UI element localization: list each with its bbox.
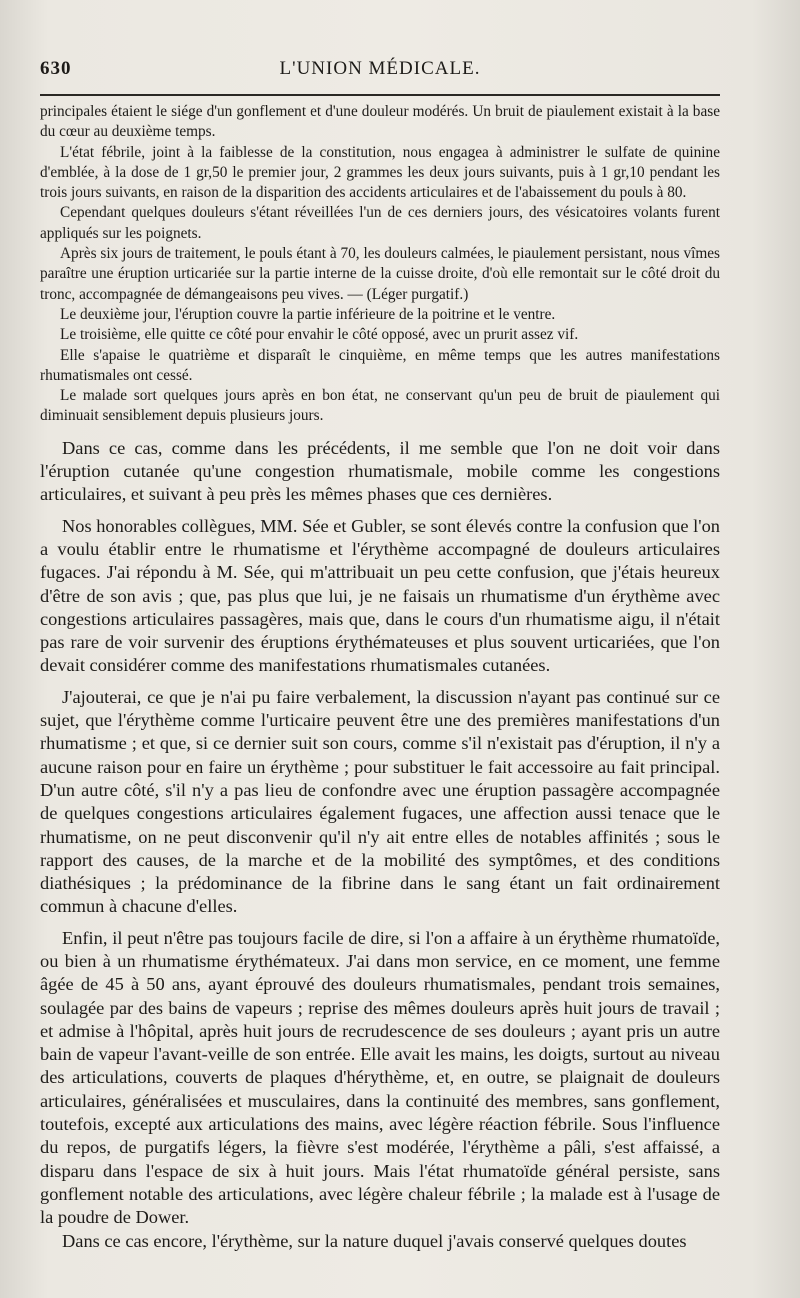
page-number: 630: [40, 58, 72, 79]
body-paragraph: J'ajouterai, ce que je n'ai pu faire verbalement, la discussion n'ayant pas continué sur ce sujet, que l'érythème comme l'urticaire peuvent être une des premières manifestations d'un rhumatisme ; et que, si ce dernier suit son cours, comme s'il n'existait pas d'éruption, il n'y a aucune raison pour en faire un érythème ; pour substituer le fait accessoire au fait principal. D'un autre côté, s'il n'y a pas lieu de confondre avec une éruption passagère accompagnée de quelques congestions articulaires également fugaces, une affection aussi tenace que le rhumatisme, on ne peut disconvenir qu'il n'y ait entre elles de notables affinités ; sous le rapport des causes, de la marche et de la mobilité des symptômes, et des conditions diathésiques ; la prédominance de la fibrine dans le sang étant un fait ordinairement commun à chacune d'elles.: [40, 686, 720, 917]
case-paragraph: Elle s'apaise le quatrième et disparaît le cinquième, en même temps que les autres manifestations rhumatismales ont cessé.: [40, 346, 720, 384]
page-header: [40, 58, 720, 80]
case-report-section: [40, 102, 720, 427]
body-paragraph: Dans ce cas, comme dans les précédents, il me semble que l'on ne doit voir dans l'éruption cutanée qu'une congestion rhumatismale, mobile comme les congestions articulaires, et suivant à peu près les mêmes phases que ces dernières.: [40, 437, 720, 505]
case-paragraph: Cependant quelques douleurs s'étant réveillées l'un de ces derniers jours, des vésicatoires volants furent appliqués sur les poignets.: [40, 204, 720, 242]
running-title: L'UNION MÉDICALE.: [279, 58, 481, 79]
header-rule: [40, 94, 720, 96]
case-paragraph: principales étaient le siége d'un gonflement et d'une douleur modérés. Un bruit de piaulement existait à la base du cœur au deuxième temps.: [40, 103, 720, 141]
case-paragraph: Le malade sort quelques jours après en bon état, ne conservant qu'un peu de bruit de piaulement qui diminuait sensiblement depuis plusieurs jours.: [40, 387, 720, 425]
body-paragraph: Dans ce cas encore, l'érythème, sur la nature duquel j'avais conservé quelques doutes: [62, 1230, 687, 1251]
case-paragraph: Le deuxième jour, l'éruption couvre la partie inférieure de la poitrine et le ventre.: [60, 305, 556, 323]
discussion-section: [40, 437, 720, 1253]
case-paragraph: Après six jours de traitement, le pouls étant à 70, les douleurs calmées, le piaulement persistant, nous vîmes paraître une éruption urticariée sur la partie interne de la cuisse droite, d'où elle remontait sur le côté droit du tronc, accompagnée de démangeaisons peu vives. — (Léger purgatif.): [40, 245, 720, 303]
case-paragraph: L'état fébrile, joint à la faiblesse de la constitution, nous engagea à administrer le sulfate de quinine d'emblée, à la dose de 1 gr,50 le premier jour, 2 grammes les deux jours suivants, puis à 1 gr,10 pendant les trois jours suivants, en raison de la disparition des accidents articulaires et de l'abaissement du pouls à 80.: [40, 143, 720, 202]
body-paragraph: Nos honorables collègues, MM. Sée et Gubler, se sont élevés contre la confusion que l'on a voulu établir entre le rhumatisme et l'érythème accompagné de douleurs articulaires fugaces. J'ai répondu à M. Sée, qui m'attribuait un peu cette confusion, que j'étais heureux d'être de son avis ; que, pas plus que lui, je ne faisais un rhumatisme d'un érythème avec congestions articulaires passagères, mais que, dans le cours d'un rhumatisme aigu, il n'était pas rare de voir survenir des éruptions érythémateuses et plus souvent urticariées, que l'on devait considérer comme des manifestations rhumatismales cutanées.: [40, 515, 720, 676]
case-paragraph: Le troisième, elle quitte ce côté pour envahir le côté opposé, avec un prurit assez vif.: [60, 326, 579, 344]
body-paragraph: Enfin, il peut n'être pas toujours facile de dire, si l'on a affaire à un érythème rhumatoïde, ou bien à un rhumatisme érythémateux. J'ai dans mon service, en ce moment, une femme âgée de 45 à 50 ans, ayant éprouvé des douleurs rhumatismales, pendant trois semaines, soulagée par des bains de vapeurs ; reprise des mêmes douleurs après huit jours de travail ; et admise à l'hôpital, après huit jours de recrudescence de ses douleurs ; ayant pris un autre bain de vapeur l'avant-veille de son entrée. Elle avait les mains, les doigts, surtout au niveau des articulations, couverts de plaques d'hérythème, et, en outre, se plaignait de douleurs articulaires, généralisées et musculaires, dans la continuité des membres, sans gonflement, toutefois, excepté aux articulations des mains, avec légère réaction fébrile. Sous l'influence du repos, de purgatifs légers, la fièvre s'est modérée, l'érythème a pâli, s'est affaissé, a disparu dans l'espace de six à huit jours. Mais l'état rhumatoïde général persiste, sans gonflement notable des articulations, avec légère chaleur fébrile ; la malade est à l'usage de la poudre de Dower.: [40, 927, 720, 1228]
